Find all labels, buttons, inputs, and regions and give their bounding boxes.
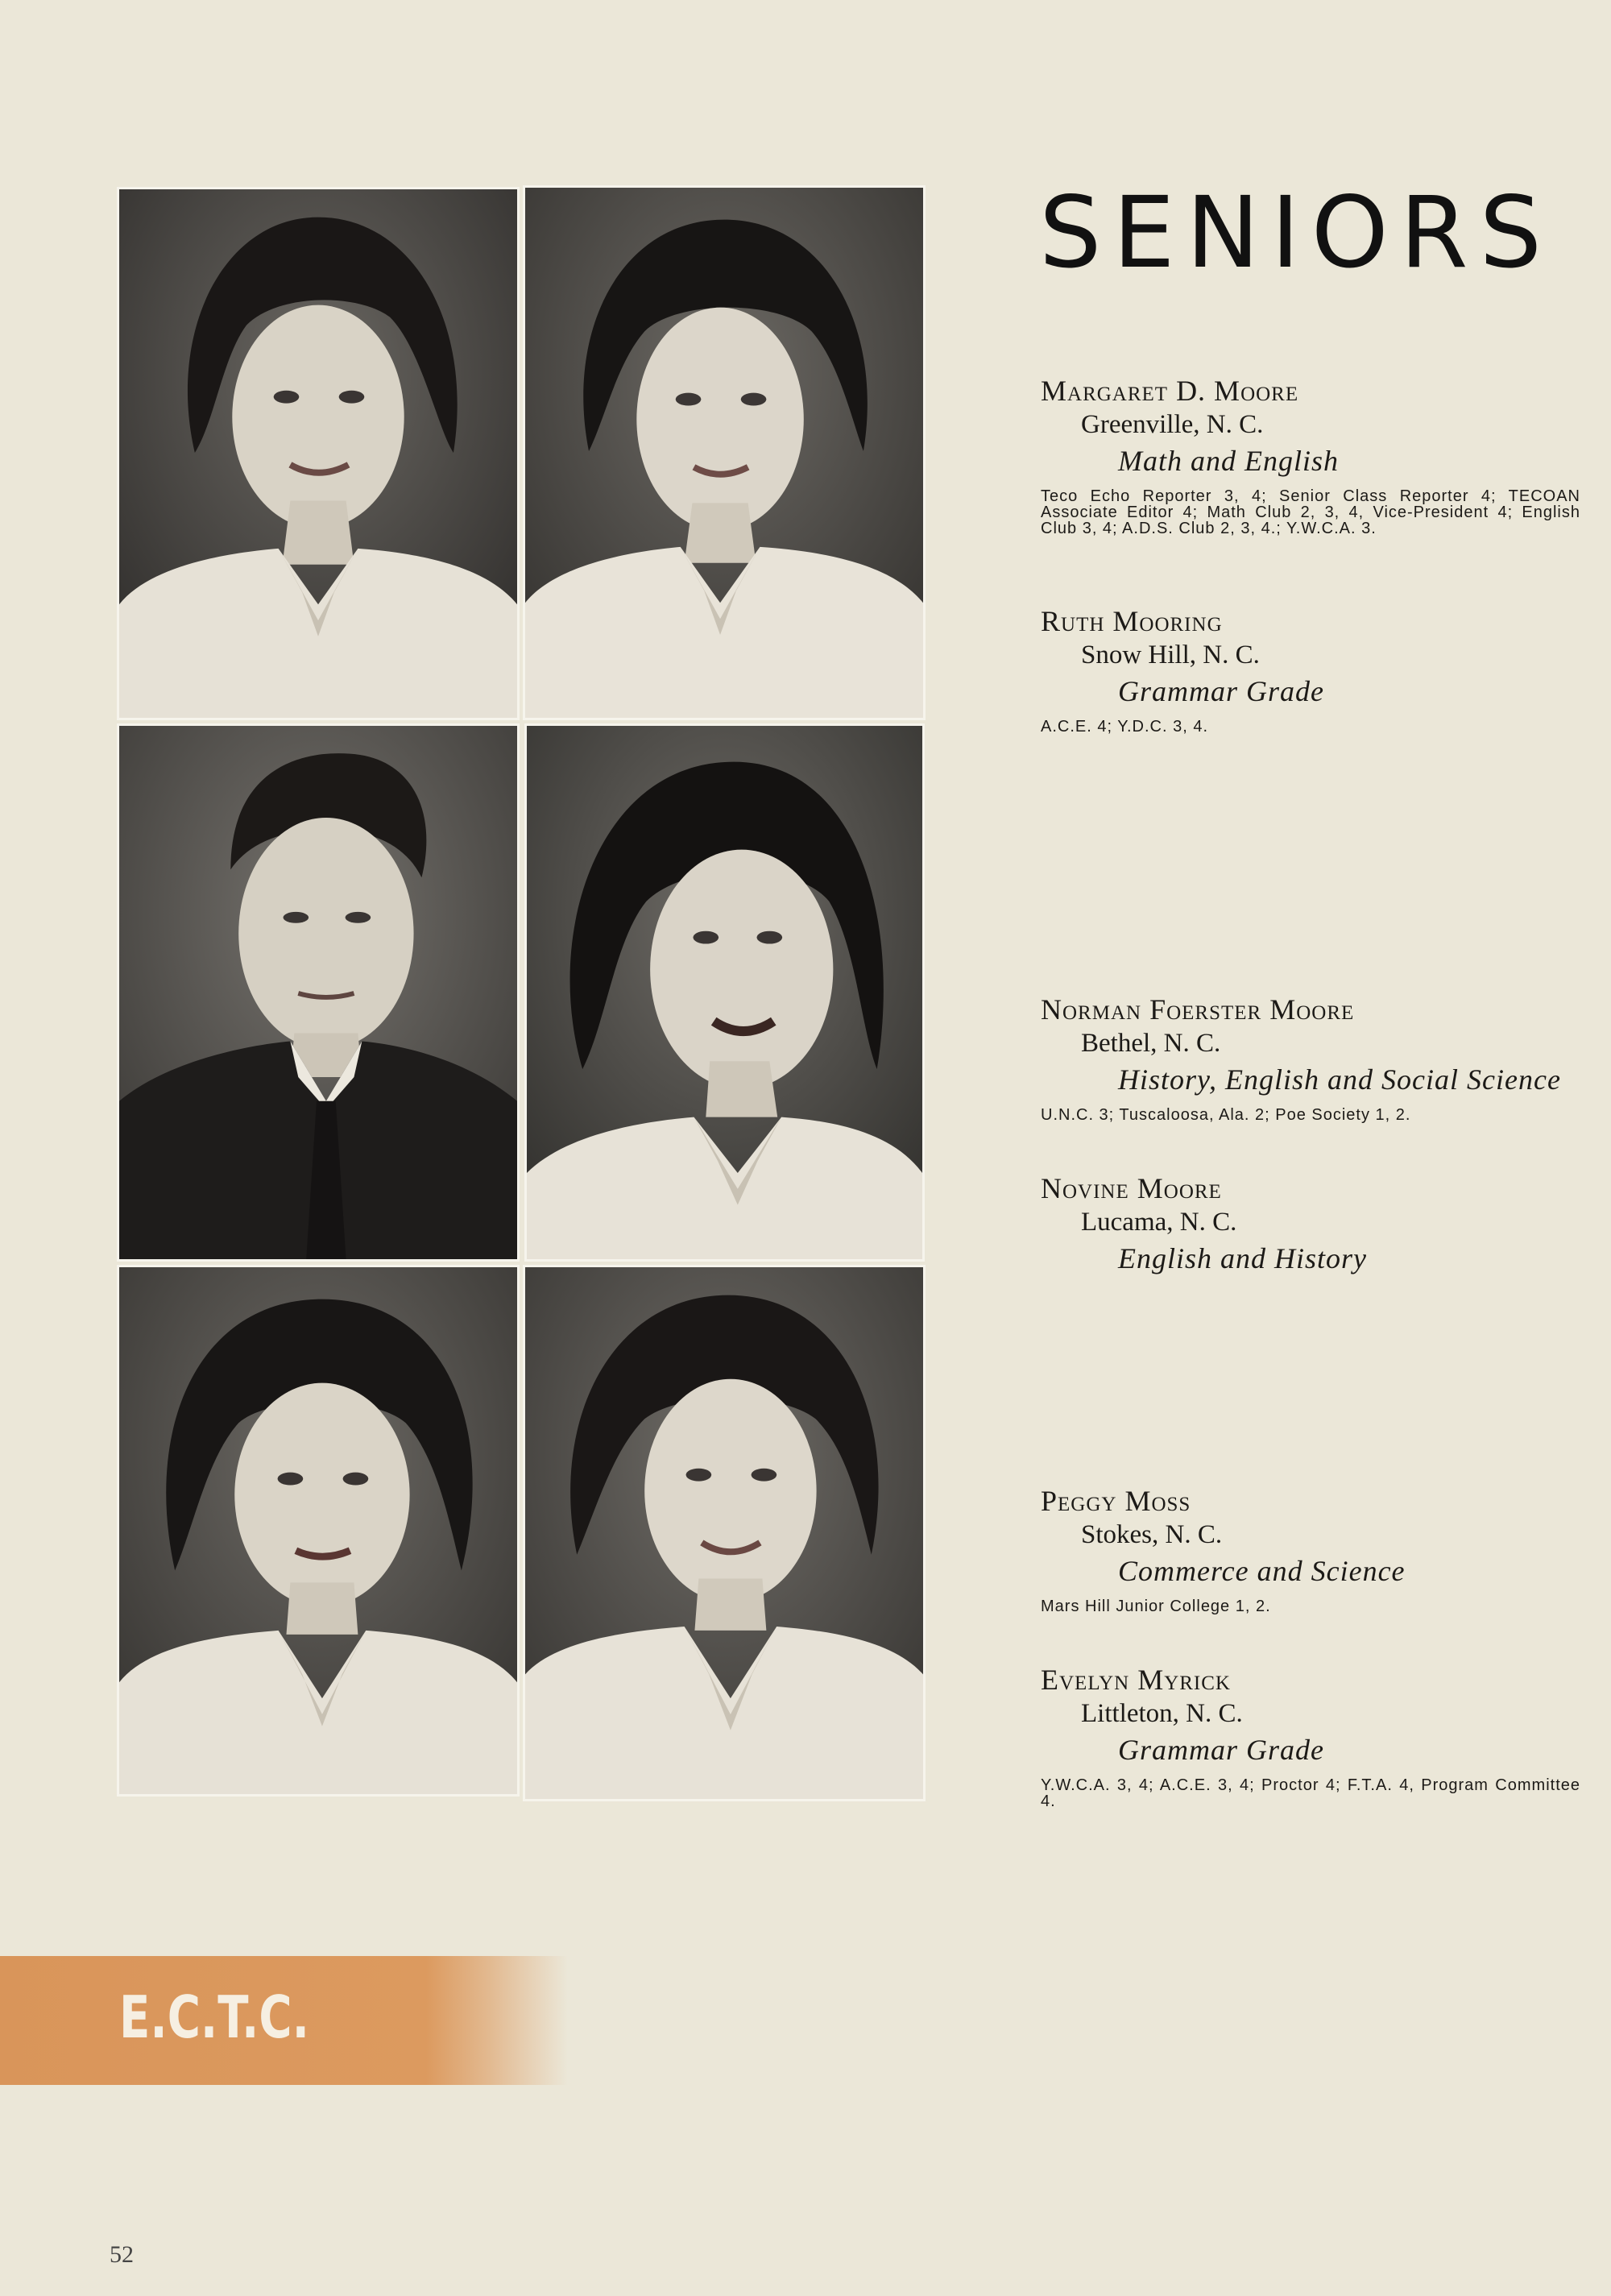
- student-name: Evelyn Myrick: [1041, 1664, 1231, 1696]
- senior-entry-evelyn-myrick: [1041, 1663, 1580, 1809]
- senior-entry-novine-moore: [1041, 1171, 1580, 1286]
- student-hometown: Snow Hill, N. C.: [1081, 640, 1260, 669]
- student-name: Margaret D. Moore: [1041, 375, 1299, 407]
- student-hometown: Bethel, N. C.: [1081, 1029, 1221, 1058]
- student-activities: U.N.C. 3; Tuscaloosa, Ala. 2; Poe Society 1, 2.: [1041, 1106, 1411, 1124]
- school-initials: E.C.T.C.: [119, 1983, 309, 2051]
- student-course: Math and English: [1118, 445, 1339, 477]
- student-hometown: Greenville, N. C.: [1081, 410, 1264, 439]
- student-course: History, English and Social Science: [1118, 1063, 1561, 1096]
- student-course: Grammar Grade: [1118, 675, 1324, 707]
- senior-entry-margaret-moore: [1041, 374, 1580, 537]
- student-activities: Y.W.C.A. 3, 4; A.C.E. 3, 4; Proctor 4; F.T.A. 4, Program Committee 4.: [1041, 1776, 1580, 1810]
- portrait-evelyn-myrick: [523, 1265, 926, 1801]
- portrait-ruth-mooring: [523, 185, 926, 720]
- portrait-norman-moore: [117, 723, 520, 1262]
- student-hometown: Stokes, N. C.: [1081, 1520, 1223, 1549]
- student-activities: A.C.E. 4; Y.D.C. 3, 4.: [1041, 718, 1209, 736]
- student-name: Norman Foerster Moore: [1041, 993, 1355, 1026]
- student-hometown: Lucama, N. C.: [1081, 1208, 1237, 1237]
- student-name: Novine Moore: [1041, 1172, 1222, 1204]
- page-number: 52: [110, 2241, 134, 2268]
- student-name: Peggy Moss: [1041, 1485, 1191, 1517]
- portrait-novine-moore: [524, 723, 925, 1262]
- senior-entry-peggy-moss: [1041, 1484, 1580, 1614]
- student-course: Commerce and Science: [1118, 1555, 1406, 1587]
- portrait-peggy-moss: [117, 1265, 520, 1797]
- student-activities: Mars Hill Junior College 1, 2.: [1041, 1598, 1271, 1615]
- student-hometown: Littleton, N. C.: [1081, 1699, 1243, 1728]
- page-title: SENIORS: [1039, 176, 1554, 290]
- portrait-margaret-moore: [117, 187, 520, 720]
- senior-entry-norman-moore: [1041, 993, 1580, 1123]
- school-banner: [0, 1956, 568, 2085]
- student-activities: Teco Echo Reporter 3, 4; Senior Class Reporter 4; TECOAN Associate Editor 4; Math Club 2, 3, 4, Vice-President 4; English Club 3, 4; A.D.S. Club 2, 3, 4.; Y.W.C.A. 3.: [1041, 487, 1580, 537]
- student-course: Grammar Grade: [1118, 1734, 1324, 1766]
- student-name: Ruth Mooring: [1041, 605, 1223, 637]
- senior-entry-ruth-mooring: [1041, 604, 1580, 735]
- student-course: English and History: [1118, 1242, 1368, 1274]
